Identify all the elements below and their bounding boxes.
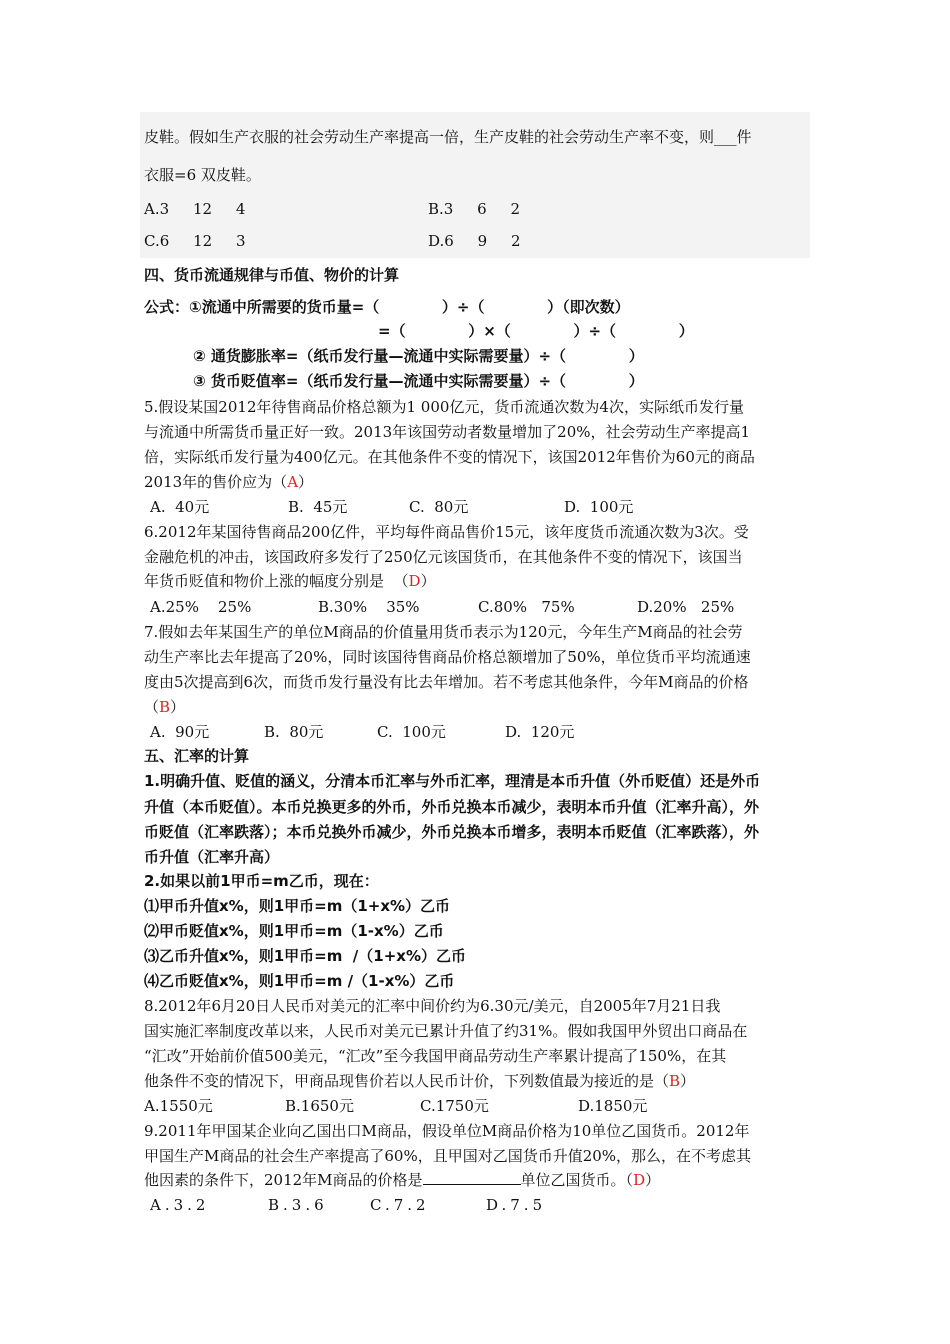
q7-option-a: A. 90元 <box>150 723 210 741</box>
q7-line-4: （B） <box>144 698 186 716</box>
section-4-heading: 四、货币流通规律与币值、物价的计算 <box>144 266 400 284</box>
q4-option-a: A.3 12 4 <box>144 200 246 218</box>
q4-option-d: D.6 9 2 <box>428 232 521 250</box>
q7-option-d: D. 120元 <box>505 723 575 741</box>
q8-option-a: A.1550元 <box>144 1097 213 1115</box>
section-5-p1-line-4: 币升值（汇率升高） <box>144 848 280 866</box>
q9-line-3: 他因素的条件下，2012年M商品的价格是 单位乙国货币。（D） <box>144 1171 661 1189</box>
section-5-p1-line-1: 1.明确升值、贬值的涵义，分清本币汇率与外币汇率，理清是本币升值（外币贬值）还是外币 <box>144 772 761 790</box>
q5-line-1: 5.假设某国2012年待售商品价格总额为1 000亿元，货币流通次数为4次，实际纸币发行量 <box>144 398 744 416</box>
q4-line-1: 皮鞋。假如生产衣服的社会劳动生产率提高一倍，生产皮鞋的社会劳动生产率不变，则___件 <box>144 128 752 146</box>
q8-line-1: 8.2012年6月20日人民币对美元的汇率中间价约为6.30元/美元，自2005年7月21日我 <box>144 997 721 1015</box>
q6-option-c: C.80% 75% <box>478 598 575 616</box>
q8-line-2: 国实施汇率制度改革以来，人民币对美元已累计升值了约31%。假如我国甲外贸出口商品在 <box>144 1022 748 1040</box>
q9-answer-blank <box>423 1170 521 1185</box>
rule-3: ⑶乙币升值x%，则1甲币=m /（1+x%）乙币 <box>144 947 466 965</box>
rule-1: ⑴甲币升值x%，则1甲币=m（1+x%）乙币 <box>144 897 451 915</box>
q6-option-a: A.25% 25% <box>150 598 252 616</box>
q5-option-a: A. 40元 <box>150 498 210 516</box>
q6-line-1: 6.2012年某国待售商品200亿件，平均每件商品售价15元，该年度货币流通次数为3次。受 <box>144 523 749 541</box>
q7-line-1: 7.假如去年某国生产的单位M商品的价值量用货币表示为120元，今年生产M商品的社会劳 <box>144 623 743 641</box>
q8-option-d: D.1850元 <box>578 1097 648 1115</box>
q5-answer: A <box>287 473 299 491</box>
q8-line-3: “汇改”开始前价值500美元，“汇改”至今我国甲商品劳动生产率累计提高了150%，在其 <box>144 1047 727 1065</box>
q5-line-3: 倍，实际纸币发行量为400亿元。在其他条件不变的情况下，该国2012年售价为60元的商品 <box>144 448 755 466</box>
section-5-heading: 五、汇率的计算 <box>144 747 250 765</box>
q9-option-d: D.7.5 <box>486 1196 547 1214</box>
section-5-p2: 2.如果以前1甲币=m乙币，现在： <box>144 872 379 890</box>
formula-1b: =（ ）×（ ）÷（ ） <box>378 322 694 340</box>
q4-option-c: C.6 12 3 <box>144 232 246 250</box>
q7-option-b: B. 80元 <box>264 723 324 741</box>
q6-option-d: D.20% 25% <box>637 598 735 616</box>
q5-line-4: 2013年的售价应为（A） <box>144 473 314 491</box>
q7-answer: B <box>159 698 171 716</box>
q8-line-4: 他条件不变的情况下，甲商品现售价若以人民币计价，下列数值最为接近的是（B） <box>144 1072 696 1090</box>
section-5-p1-line-2: 升值（本币贬值）。本币兑换更多的外币，外币兑换本币减少，表明本币升值（汇率升高），外 <box>144 798 760 816</box>
q9-option-b: B.3.6 <box>268 1196 328 1214</box>
q6-line-2: 金融危机的冲击，该国政府多发行了250亿元该国货币，在其他条件不变的情况下，该国当 <box>144 548 743 566</box>
q9-line-2: 甲国生产M商品的社会生产率提高了60%，且甲国对乙国货币升值20%，那么，在不考虑其 <box>144 1147 752 1165</box>
q7-line-3: 度由5次提高到6次，而货币发行量没有比去年增加。若不考虑其他条件，今年M商品的价格 <box>144 673 749 691</box>
formula-1a: 公式：①流通中所需要的货币量=（ ）÷（ ）（即次数） <box>144 298 630 316</box>
q7-option-c: C. 100元 <box>377 723 446 741</box>
q8-option-b: B.1650元 <box>285 1097 354 1115</box>
q8-option-c: C.1750元 <box>420 1097 489 1115</box>
formula-3: ③ 货币贬值率=（纸币发行量—流通中实际需要量）÷（ ） <box>193 372 644 390</box>
q5-option-b: B. 45元 <box>288 498 348 516</box>
q5-option-d: D. 100元 <box>564 498 634 516</box>
q6-option-b: B.30% 35% <box>318 598 420 616</box>
section-5-p1-line-3: 币贬值（汇率跌落）；本币兑换外币减少，外币兑换本币增多，表明本币贬值（汇率跌落），外 <box>144 823 760 841</box>
q6-answer: D <box>408 572 421 590</box>
formula-2: ② 通货膨胀率=（纸币发行量—流通中实际需要量）÷（ ） <box>193 347 644 365</box>
q6-line-3: 年货币贬值和物价上涨的幅度分别是 （D） <box>144 572 436 590</box>
q9-option-c: C.7.2 <box>370 1196 430 1214</box>
q8-answer: B <box>669 1072 681 1090</box>
q7-line-2: 动生产率比去年提高了20%，同时该国待售商品价格总额增加了50%，单位货币平均流通速 <box>144 648 751 666</box>
q9-option-a: A.3.2 <box>150 1196 210 1214</box>
q9-line-1: 9.2011年甲国某企业向乙国出口M商品，假设单位M商品价格为10单位乙国货币。2012年 <box>144 1122 750 1140</box>
rule-2: ⑵甲币贬值x%，则1甲币=m（1-x%）乙币 <box>144 922 444 940</box>
q5-line-2: 与流通中所需货币量正好一致。2013年该国劳动者数量增加了20%，社会劳动生产率提高1 <box>144 423 751 441</box>
rule-4: ⑷乙币贬值x%，则1甲币=m /（1-x%）乙币 <box>144 972 455 990</box>
q4-line-2: 衣服=6 双皮鞋。 <box>144 166 261 184</box>
q5-option-c: C. 80元 <box>409 498 469 516</box>
q9-answer: D <box>633 1171 646 1189</box>
q4-option-b: B.3 6 2 <box>428 200 521 218</box>
